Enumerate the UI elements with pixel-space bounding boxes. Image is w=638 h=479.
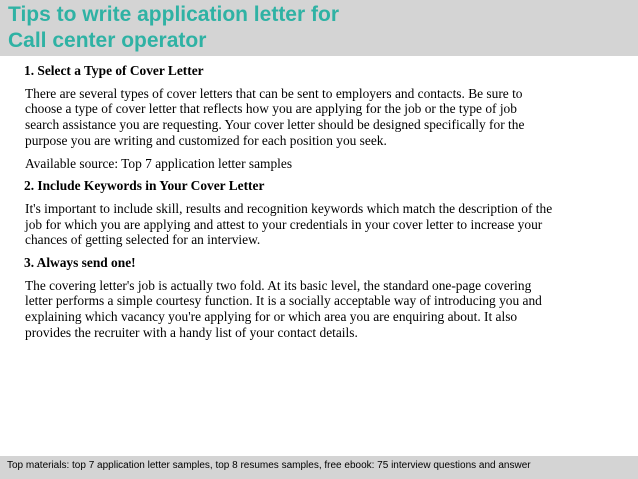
section-3-line-4: provides the recruiter with a handy list of your contact details. <box>25 324 358 340</box>
title-line-1: Tips to write application letter for <box>8 3 339 26</box>
section-2-line-2: job for which you are applying and attest to your credentials in your cover letter to increase your <box>25 216 543 232</box>
page-title <box>8 2 339 54</box>
footer-bar <box>0 456 638 479</box>
section-2-line-3: chances of getting selected for an interview. <box>25 232 261 248</box>
title-line-2: Call center operator <box>8 29 207 52</box>
main-content <box>22 63 614 341</box>
section-3-line-3: explaining which vacancy you're applying for or which area you are enquiring about. It also <box>25 309 518 325</box>
section-3-heading: 3. Always send one! <box>24 255 136 271</box>
section-3-paragraph <box>25 278 614 341</box>
section-1-paragraph <box>25 86 614 149</box>
section-1-heading: 1. Select a Type of Cover Letter <box>24 63 204 78</box>
section-2-heading: 2. Include Keywords in Your Cover Letter <box>24 178 265 194</box>
section-3-line-1: The covering letter's job is actually two fold. At its basic level, the standard one-page covering <box>25 277 532 293</box>
section-3-line-2: letter performs a simple courtesy function. It is a socially acceptable way of introducing you and <box>25 293 542 309</box>
section-2-paragraph <box>25 201 614 248</box>
section-1-line-4: purpose you are writing and customized for each position you seek. <box>25 132 387 148</box>
section-1-line-3: search assistance you are requesting. Your cover letter should be designed specifically for the <box>25 117 525 133</box>
footer-text: Top materials: top 7 application letter samples, top 8 resumes samples, free ebook: 75 interview questions and answer <box>7 460 531 471</box>
section-1-line-2: choose a type of cover letter that reflects how you are applying for the job or the type of job <box>25 101 517 117</box>
section-1-source: Available source: Top 7 application letter samples <box>25 155 293 171</box>
header-bar <box>0 0 638 56</box>
section-2-line-1: It's important to include skill, results and recognition keywords which match the description of the <box>25 200 553 216</box>
section-1-line-1: There are several types of cover letters that can be sent to employers and contacts. Be sure to <box>25 85 523 101</box>
